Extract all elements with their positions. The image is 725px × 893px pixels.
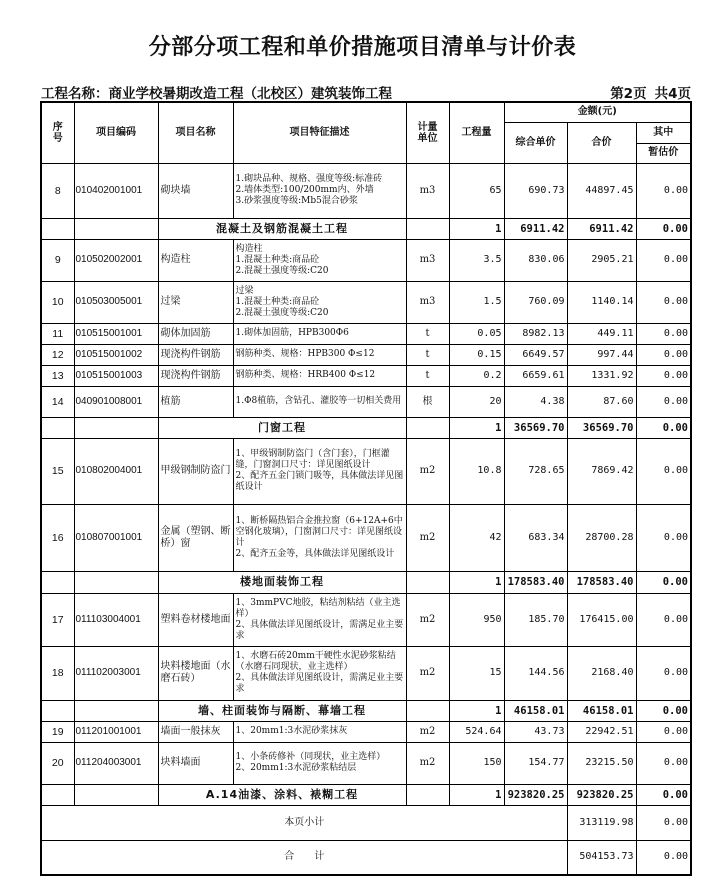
row-desc bbox=[233, 163, 406, 218]
header-unit-price: 综合单价 bbox=[504, 122, 567, 163]
row-unit: m3 bbox=[406, 239, 449, 281]
table-row bbox=[41, 646, 691, 700]
row-unit: m2 bbox=[406, 721, 449, 742]
section-name: 墙、柱面装饰与隔断、幕墙工程 bbox=[158, 700, 406, 721]
desc-line: 2、配齐五金等，具体做法详见图纸设计 bbox=[235, 548, 395, 559]
row-seq: 18 bbox=[41, 646, 74, 700]
row-name: 块料墙面 bbox=[158, 742, 233, 784]
row-qty: 1.5 bbox=[449, 281, 504, 323]
row-seq: 9 bbox=[41, 239, 74, 281]
subtotal-row bbox=[41, 805, 691, 840]
table-row bbox=[41, 239, 691, 281]
row-total: 1140.14 bbox=[567, 281, 636, 323]
row-provisional: 0.00 bbox=[636, 593, 691, 646]
section-row bbox=[41, 700, 691, 721]
row-seq: 8 bbox=[41, 163, 74, 218]
desc-line: 1.砌体加固筋，HPB300Φ6 bbox=[235, 328, 349, 338]
section-total: 36569.70 bbox=[567, 417, 636, 438]
row-unit: 根 bbox=[406, 386, 449, 417]
row-code: 010502002001 bbox=[74, 239, 158, 281]
section-seq-empty bbox=[41, 417, 74, 438]
header-unit: 计量单位 bbox=[406, 102, 449, 163]
section-total: 46158.01 bbox=[567, 700, 636, 721]
row-desc bbox=[233, 721, 406, 742]
row-code: 010807001001 bbox=[74, 504, 158, 571]
section-seq-empty bbox=[41, 784, 74, 805]
section-unit-empty bbox=[406, 218, 449, 239]
desc-line: 2.混凝土强度等级:C20 bbox=[235, 307, 329, 318]
row-provisional: 0.00 bbox=[636, 504, 691, 571]
section-total: 6911.42 bbox=[567, 218, 636, 239]
section-seq-empty bbox=[41, 571, 74, 593]
row-desc bbox=[233, 646, 406, 700]
desc-line: 1.Φ8植筋，含钻孔、灌胶等一切相关费用 bbox=[235, 396, 402, 406]
desc-line: 2.混凝土强度等级:C20 bbox=[235, 265, 329, 276]
footer-provisional: 0.00 bbox=[636, 805, 691, 840]
row-total: 87.60 bbox=[567, 386, 636, 417]
page-total: 共4页 bbox=[654, 86, 691, 102]
footer-label: 本页小计 bbox=[41, 805, 567, 840]
desc-line: 1.混凝土种类:商品砼 bbox=[235, 254, 320, 265]
grand-total-row bbox=[41, 840, 691, 875]
row-seq: 12 bbox=[41, 344, 74, 365]
section-qty: 1 bbox=[449, 218, 504, 239]
row-name: 砌块墙 bbox=[158, 163, 233, 218]
row-total: 176415.00 bbox=[567, 593, 636, 646]
row-seq: 16 bbox=[41, 504, 74, 571]
row-seq: 10 bbox=[41, 281, 74, 323]
row-code: 010515001001 bbox=[74, 323, 158, 344]
row-qty: 524.64 bbox=[449, 721, 504, 742]
pricing-table bbox=[40, 101, 692, 876]
row-code: 011102003001 bbox=[74, 646, 158, 700]
section-total: 923820.25 bbox=[567, 784, 636, 805]
header-amount: 金额(元) bbox=[504, 102, 691, 122]
section-unit-empty bbox=[406, 700, 449, 721]
row-unit-price: 690.73 bbox=[504, 163, 567, 218]
desc-line: 1、3mmPVC地胶，粘结剂粘结（业主选样） bbox=[235, 597, 401, 619]
header-total: 合价 bbox=[567, 122, 636, 163]
header-code: 项目编码 bbox=[74, 102, 158, 163]
page-current: 第2页 bbox=[610, 86, 647, 102]
row-provisional: 0.00 bbox=[636, 646, 691, 700]
desc-line: 2.墙体类型:100/200mm内、外墙 bbox=[235, 185, 374, 195]
section-total: 178583.40 bbox=[567, 571, 636, 593]
section-code-empty bbox=[74, 571, 158, 593]
desc-line: 2、20mm1:3水泥砂浆粘结层 bbox=[235, 763, 357, 773]
row-unit: m3 bbox=[406, 163, 449, 218]
row-provisional: 0.00 bbox=[636, 344, 691, 365]
row-unit: m3 bbox=[406, 281, 449, 323]
desc-line: 2、配齐五金门锁门吸等，具体做法详见图纸设计 bbox=[235, 471, 404, 492]
section-unit-price: 178583.40 bbox=[504, 571, 567, 593]
footer-provisional: 0.00 bbox=[636, 840, 691, 875]
table-row bbox=[41, 386, 691, 417]
row-qty: 42 bbox=[449, 504, 504, 571]
header-seq: 序号 bbox=[41, 102, 74, 163]
section-code-empty bbox=[74, 218, 158, 239]
row-provisional: 0.00 bbox=[636, 721, 691, 742]
section-row bbox=[41, 417, 691, 438]
row-seq: 17 bbox=[41, 593, 74, 646]
row-total: 28700.28 bbox=[567, 504, 636, 571]
row-qty: 65 bbox=[449, 163, 504, 218]
desc-line: 1.混凝土种类:商品砼 bbox=[235, 296, 320, 307]
document-meta bbox=[41, 82, 691, 100]
table-body bbox=[41, 163, 691, 875]
row-desc bbox=[233, 593, 406, 646]
row-total: 7869.42 bbox=[567, 438, 636, 504]
section-row bbox=[41, 218, 691, 239]
row-unit-price: 43.73 bbox=[504, 721, 567, 742]
desc-line: 钢筋种类、规格：HRB400 Φ≤12 bbox=[235, 370, 376, 380]
row-seq: 20 bbox=[41, 742, 74, 784]
desc-line: 1、20mm1:3水泥砂浆抹灰 bbox=[235, 726, 348, 736]
table-header bbox=[41, 102, 691, 163]
row-provisional: 0.00 bbox=[636, 281, 691, 323]
row-unit-price: 144.56 bbox=[504, 646, 567, 700]
table-row bbox=[41, 323, 691, 344]
row-seq: 19 bbox=[41, 721, 74, 742]
header-desc: 项目特征描述 bbox=[233, 102, 406, 163]
row-unit-price: 760.09 bbox=[504, 281, 567, 323]
desc-line: 1、断桥隔热铝合金推拉窗（6+12A+6中空钢化玻璃），门窗洞口尺寸：详见图纸设计 bbox=[235, 515, 403, 548]
row-total: 449.11 bbox=[567, 323, 636, 344]
row-qty: 950 bbox=[449, 593, 504, 646]
table-row bbox=[41, 163, 691, 218]
row-qty: 10.8 bbox=[449, 438, 504, 504]
row-desc bbox=[233, 239, 406, 281]
page-indicator bbox=[610, 82, 691, 102]
row-unit-price: 4.38 bbox=[504, 386, 567, 417]
row-unit-price: 728.65 bbox=[504, 438, 567, 504]
row-qty: 150 bbox=[449, 742, 504, 784]
row-provisional: 0.00 bbox=[636, 742, 691, 784]
row-total: 23215.50 bbox=[567, 742, 636, 784]
row-total: 22942.51 bbox=[567, 721, 636, 742]
section-qty: 1 bbox=[449, 417, 504, 438]
row-total: 997.44 bbox=[567, 344, 636, 365]
section-unit-price: 6911.42 bbox=[504, 218, 567, 239]
row-unit: m2 bbox=[406, 438, 449, 504]
page-title: 分部分项工程和单价措施项目清单与计价表 bbox=[148, 35, 577, 60]
row-unit-price: 154.77 bbox=[504, 742, 567, 784]
row-name: 金属（塑钢、断桥）窗 bbox=[158, 504, 233, 571]
row-seq: 15 bbox=[41, 438, 74, 504]
row-total: 2168.40 bbox=[567, 646, 636, 700]
row-name: 墙面一般抹灰 bbox=[158, 721, 233, 742]
row-unit-price: 185.70 bbox=[504, 593, 567, 646]
header-provisional: 暂估价 bbox=[636, 143, 691, 163]
row-desc bbox=[233, 281, 406, 323]
row-total: 1331.92 bbox=[567, 365, 636, 386]
desc-line: 2、具体做法详见图纸设计，需满足业主要求 bbox=[235, 673, 404, 694]
table-row bbox=[41, 344, 691, 365]
section-unit-price: 923820.25 bbox=[504, 784, 567, 805]
row-desc bbox=[233, 742, 406, 784]
section-qty: 1 bbox=[449, 571, 504, 593]
row-unit-price: 6649.57 bbox=[504, 344, 567, 365]
row-name: 构造柱 bbox=[158, 239, 233, 281]
footer-total: 504153.73 bbox=[567, 840, 636, 875]
table-row bbox=[41, 721, 691, 742]
section-provisional: 0.00 bbox=[636, 571, 691, 593]
section-unit-price: 46158.01 bbox=[504, 700, 567, 721]
section-row bbox=[41, 571, 691, 593]
desc-line: 构造柱 bbox=[235, 243, 263, 254]
table-row bbox=[41, 281, 691, 323]
row-seq: 13 bbox=[41, 365, 74, 386]
row-unit: m2 bbox=[406, 504, 449, 571]
row-unit-price: 6659.61 bbox=[504, 365, 567, 386]
row-total: 44897.45 bbox=[567, 163, 636, 218]
section-provisional: 0.00 bbox=[636, 700, 691, 721]
table-row bbox=[41, 593, 691, 646]
desc-line: 2、具体做法详见图纸设计，需满足业主要求 bbox=[235, 619, 404, 641]
row-desc bbox=[233, 323, 406, 344]
row-provisional: 0.00 bbox=[636, 365, 691, 386]
row-unit-price: 830.06 bbox=[504, 239, 567, 281]
row-code: 010515001002 bbox=[74, 344, 158, 365]
section-name: 楼地面装饰工程 bbox=[158, 571, 406, 593]
section-name: A.14油漆、涂料、裱糊工程 bbox=[158, 784, 406, 805]
desc-line: 过梁 bbox=[235, 285, 254, 296]
row-provisional: 0.00 bbox=[636, 323, 691, 344]
row-provisional: 0.00 bbox=[636, 239, 691, 281]
row-code: 010802004001 bbox=[74, 438, 158, 504]
section-qty: 1 bbox=[449, 700, 504, 721]
row-unit: m2 bbox=[406, 742, 449, 784]
section-provisional: 0.00 bbox=[636, 417, 691, 438]
row-code: 010515001003 bbox=[74, 365, 158, 386]
row-seq: 11 bbox=[41, 323, 74, 344]
section-row bbox=[41, 784, 691, 805]
footer-label: 合 计 bbox=[41, 840, 567, 875]
section-code-empty bbox=[74, 700, 158, 721]
row-qty: 0.15 bbox=[449, 344, 504, 365]
row-unit-price: 8982.13 bbox=[504, 323, 567, 344]
row-unit: t bbox=[406, 344, 449, 365]
row-code: 010402001001 bbox=[74, 163, 158, 218]
row-name: 砌体加固筋 bbox=[158, 323, 233, 344]
row-total: 2905.21 bbox=[567, 239, 636, 281]
table-row bbox=[41, 365, 691, 386]
row-desc bbox=[233, 438, 406, 504]
row-unit-price: 683.34 bbox=[504, 504, 567, 571]
row-desc bbox=[233, 504, 406, 571]
row-desc bbox=[233, 365, 406, 386]
row-qty: 15 bbox=[449, 646, 504, 700]
table-row bbox=[41, 742, 691, 784]
section-qty: 1 bbox=[449, 784, 504, 805]
footer-total: 313119.98 bbox=[567, 805, 636, 840]
row-desc bbox=[233, 344, 406, 365]
section-seq-empty bbox=[41, 700, 74, 721]
section-code-empty bbox=[74, 784, 158, 805]
project-name: 工程名称：商业学校暑期改造工程（北校区）建筑装饰工程 bbox=[41, 86, 392, 102]
desc-line: 1、水磨石砖20mm干硬性水泥砂浆粘结（水磨石同现状，业主选样） bbox=[235, 651, 396, 672]
row-name: 塑料卷材楼地面 bbox=[158, 593, 233, 646]
row-name: 过梁 bbox=[158, 281, 233, 323]
row-name: 现浇构件钢筋 bbox=[158, 365, 233, 386]
row-qty: 0.2 bbox=[449, 365, 504, 386]
row-code: 011201001001 bbox=[74, 721, 158, 742]
row-code: 040901008001 bbox=[74, 386, 158, 417]
desc-line: 钢筋种类、规格：HPB300 Φ≤12 bbox=[235, 349, 375, 359]
section-seq-empty bbox=[41, 218, 74, 239]
section-unit-empty bbox=[406, 571, 449, 593]
row-qty: 20 bbox=[449, 386, 504, 417]
row-name: 甲级钢制防盗门 bbox=[158, 438, 233, 504]
row-unit: m2 bbox=[406, 593, 449, 646]
section-unit-empty bbox=[406, 784, 449, 805]
header-name: 项目名称 bbox=[158, 102, 233, 163]
row-code: 010503005001 bbox=[74, 281, 158, 323]
header-of-which: 其中 bbox=[636, 122, 691, 143]
table-row bbox=[41, 438, 691, 504]
section-provisional: 0.00 bbox=[636, 784, 691, 805]
row-name: 现浇构件钢筋 bbox=[158, 344, 233, 365]
row-qty: 3.5 bbox=[449, 239, 504, 281]
section-name: 混凝土及钢筋混凝土工程 bbox=[158, 218, 406, 239]
row-provisional: 0.00 bbox=[636, 163, 691, 218]
section-name: 门窗工程 bbox=[158, 417, 406, 438]
header-qty: 工程量 bbox=[449, 102, 504, 163]
row-provisional: 0.00 bbox=[636, 386, 691, 417]
row-qty: 0.05 bbox=[449, 323, 504, 344]
desc-line: 3.砂浆强度等级:Mb5混合砂浆 bbox=[235, 196, 358, 206]
row-seq: 14 bbox=[41, 386, 74, 417]
desc-line: 1.砌块品种、规格、强度等级:标准砖 bbox=[235, 174, 383, 184]
desc-line: 1、甲级钢制防盗门（含门套），门框灌缝，门窗洞口尺寸：详见图纸设计 bbox=[235, 449, 390, 470]
desc-line: 1、小条砖修补（同现状，业主选样） bbox=[235, 752, 386, 762]
section-code-empty bbox=[74, 417, 158, 438]
row-desc bbox=[233, 386, 406, 417]
row-code: 011204003001 bbox=[74, 742, 158, 784]
row-name: 块料楼地面（水磨石砖） bbox=[158, 646, 233, 700]
section-unit-price: 36569.70 bbox=[504, 417, 567, 438]
row-code: 011103004001 bbox=[74, 593, 158, 646]
row-unit: m2 bbox=[406, 646, 449, 700]
table-row bbox=[41, 504, 691, 571]
row-unit: t bbox=[406, 365, 449, 386]
row-name: 植筋 bbox=[158, 386, 233, 417]
section-unit-empty bbox=[406, 417, 449, 438]
section-provisional: 0.00 bbox=[636, 218, 691, 239]
row-provisional: 0.00 bbox=[636, 438, 691, 504]
row-unit: t bbox=[406, 323, 449, 344]
